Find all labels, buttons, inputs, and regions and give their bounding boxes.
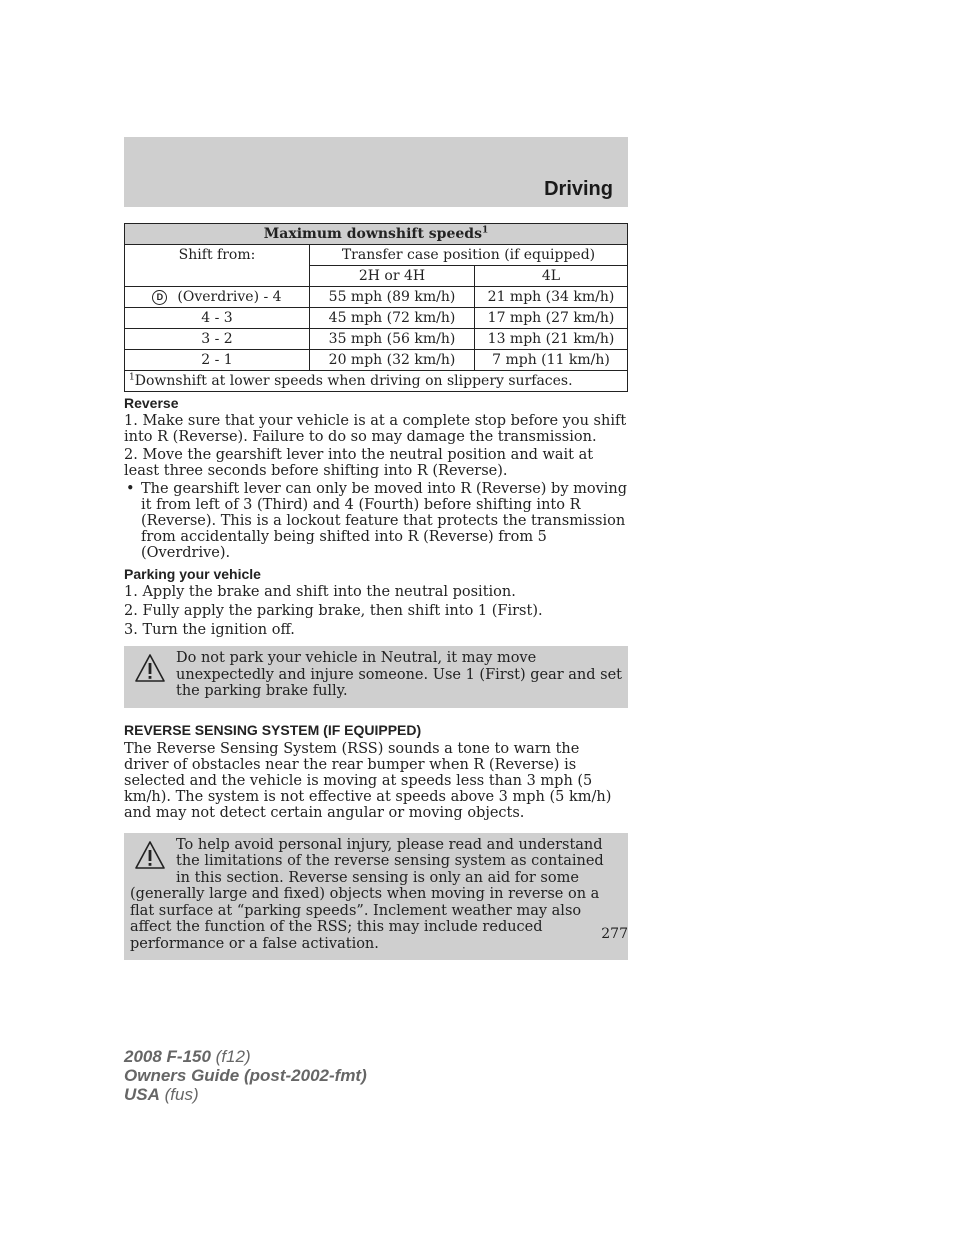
- parking-step-3: 3. Turn the ignition off.: [124, 622, 295, 638]
- shift-from-header: Shift from:: [125, 245, 310, 287]
- page-content: [124, 223, 628, 960]
- document-footer: [124, 1047, 367, 1104]
- reverse-bullet-list: [124, 481, 628, 561]
- rss-body: The Reverse Sensing System (RSS) sounds a tone to warn the driver of obstacles near the rear bumper when R (Reverse) is selected and the vehicle is moving at speeds less than 3 mph (5 km/h). The system is not effective at speeds above 3 mph (5 km/h) and may not detect certain angular or moving objects.: [124, 740, 612, 821]
- column-4l-header: 4L: [475, 266, 628, 287]
- table-caption: Maximum downshift speeds$^1$: [125, 224, 628, 245]
- parking-warning-text: Do not park your vehicle in Neutral, it may move unexpectedly and injure someone. Use 1 (First) gear and set the parking brake fully.: [176, 650, 623, 699]
- overdrive-d-icon: D: [152, 290, 167, 305]
- shift-from-cell: D (Overdrive) - 4: [125, 287, 310, 308]
- reverse-step-1: 1. Make sure that your vehicle is at a complete stop before you shift into R (Reverse). Failure to do so may damage the transmission.: [124, 413, 627, 445]
- downshift-speeds-table: [124, 223, 628, 392]
- table-row: [125, 308, 628, 329]
- table-row: [125, 287, 628, 308]
- column-2h-4h-header: 2H or 4H: [310, 266, 475, 287]
- page-number: 277: [601, 926, 628, 942]
- parking-heading: Parking your vehicle: [124, 566, 261, 582]
- speed-2h4h-cell: 20 mph (32 km/h): [310, 350, 475, 371]
- speed-4l-cell: 21 mph (34 km/h): [475, 287, 628, 308]
- shift-from-cell: 3 - 2: [125, 329, 310, 350]
- warning-triangle-icon: [134, 839, 166, 871]
- table-footnote: $^1$Downshift at lower speeds when driving on slippery surfaces.: [125, 371, 628, 392]
- parking-step-2: 2. Fully apply the parking brake, then shift into 1 (First).: [124, 603, 543, 619]
- shift-from-cell: 4 - 3: [125, 308, 310, 329]
- parking-step-1: 1. Apply the brake and shift into the neutral position.: [124, 584, 516, 600]
- warning-triangle-icon: [134, 652, 166, 684]
- speed-2h4h-cell: 55 mph (89 km/h): [310, 287, 475, 308]
- parking-warning-box: [124, 646, 628, 708]
- reverse-step-2: 2. Move the gearshift lever into the neutral position and wait at least three seconds before shifting into R (Reverse).: [124, 447, 594, 479]
- speed-2h4h-cell: 45 mph (72 km/h): [310, 308, 475, 329]
- rss-warning-box: [124, 833, 628, 961]
- rss-warning-text: To help avoid personal injury, please read and understand the limitations of the reverse sensing system as contained in this section. Reverse sensing is only an aid for some (generally large and fixed) objects when moving in reverse on a flat surface at “parking speeds”. Inclement weather may also affect the function of the RSS; this may include reduced performance or a false activation.: [130, 836, 604, 952]
- rss-heading: REVERSE SENSING SYSTEM (IF EQUIPPED): [124, 721, 422, 738]
- table-row: [125, 350, 628, 371]
- speed-2h4h-cell: 35 mph (56 km/h): [310, 329, 475, 350]
- section-title: Driving: [544, 178, 613, 200]
- footer-line-3: USA (fus): [124, 1085, 199, 1104]
- reverse-heading: Reverse: [124, 395, 179, 411]
- speed-4l-cell: 17 mph (27 km/h): [475, 308, 628, 329]
- footer-line-1: 2008 F-150 (f12): [124, 1047, 251, 1066]
- section-header-band: [124, 137, 628, 207]
- speed-4l-cell: 7 mph (11 km/h): [475, 350, 628, 371]
- footer-line-2: Owners Guide (post-2002-fmt): [124, 1066, 367, 1085]
- list-item: • The gearshift lever can only be moved into R (Reverse) by moving it from left of 3 (Third) and 4 (Fourth) before shifting into R (Reverse). This is a lockout feature that protects the transmission from accidentally being shifted into R (Reverse) from 5 (Overdrive).: [124, 481, 628, 561]
- transfer-case-header: Transfer case position (if equipped): [310, 245, 628, 266]
- speed-4l-cell: 13 mph (21 km/h): [475, 329, 628, 350]
- shift-from-cell: 2 - 1: [125, 350, 310, 371]
- table-row: [125, 329, 628, 350]
